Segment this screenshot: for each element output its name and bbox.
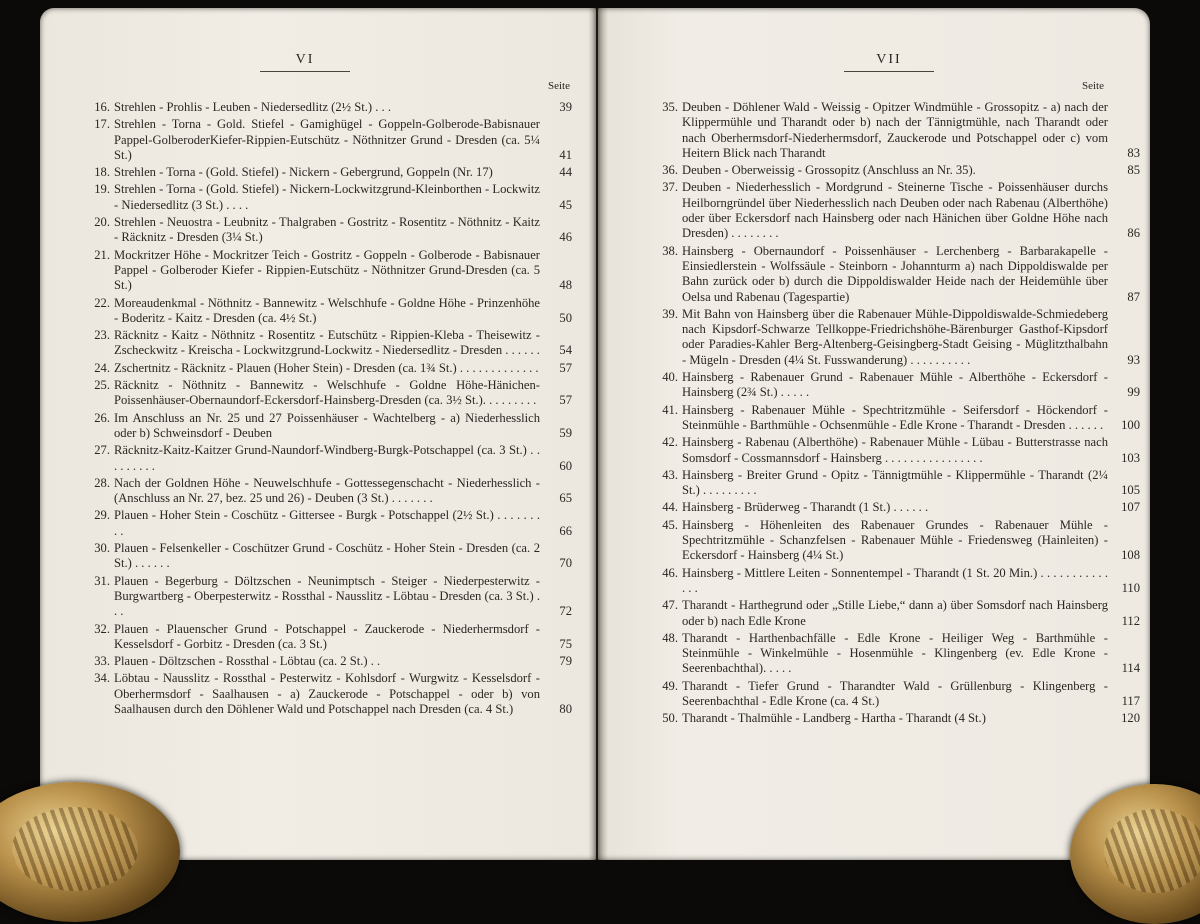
page-number-rule xyxy=(844,71,934,72)
toc-entry-number: 25. xyxy=(94,378,110,393)
toc-entry-text: Strehlen - Torna - (Gold. Stiefel) - Nickern - Gebergrund, Goppeln (Nr. 17) xyxy=(114,165,493,180)
toc-entry xyxy=(86,248,572,294)
toc-entry xyxy=(654,711,1140,726)
toc-entry xyxy=(654,468,1140,499)
toc-entry-text: Im Anschluss an Nr. 25 und 27 Poissenhäuser - Wachtelberg - a) Niederhesslich oder b) Schweinsdorf - Deuben xyxy=(114,410,540,440)
toc-entry-page: 59 xyxy=(559,425,572,440)
toc-entry-number: 20. xyxy=(94,215,110,230)
toc-entry xyxy=(86,476,572,507)
toc-entry-page: 93 xyxy=(1127,352,1140,367)
toc-entry-page: 41 xyxy=(559,147,572,162)
toc-entry-number: 29. xyxy=(94,508,110,523)
toc-entry-text: Strehlen - Prohlis - Leuben - Niedersedlitz (2½ St.) . . . xyxy=(114,100,392,114)
toc-entry-page: 85 xyxy=(1127,163,1140,178)
toc-entry xyxy=(86,654,572,669)
toc-entry-page: 46 xyxy=(559,230,572,245)
toc-entry-number: 41. xyxy=(662,402,678,417)
toc-entry xyxy=(86,182,572,213)
toc-entry-page: 50 xyxy=(559,310,572,325)
toc-entry-page: 44 xyxy=(559,165,572,180)
toc-entry-text: Hainsberg - Mittlere Leiten - Sonnentempel - Tharandt (1 St. 20 Min.) . . . . . . . . . . . . . . xyxy=(682,565,1108,595)
toc-entry xyxy=(654,403,1140,434)
toc-entry xyxy=(86,541,572,572)
toc-entry-text: Tharandt - Tiefer Grund - Tharandter Wald - Grüllenburg - Klingenberg - Seerenbachthal - Edle Krone (ca. 4 St.) xyxy=(682,678,1108,708)
toc-entry-number: 21. xyxy=(94,247,110,262)
toc-entry-text: Plauen - Döltzschen - Rossthal - Löbtau (ca. 2 St.) . . xyxy=(114,654,381,669)
toc-entry-number: 22. xyxy=(94,295,110,310)
toc-entry-text: Plauen - Begerburg - Döltzschen - Neunimptsch - Steiger - Niederpesterwitz - Burgwartberg - Oberpesterwitz - Rossthal - Nausslitz - Löbtau - Dresden (ca. 3 St.) . . . xyxy=(114,573,540,619)
toc-entry-page: 57 xyxy=(559,360,572,375)
toc-entry-text: Hainsberg - Breiter Grund - Opitz - Tännigtmühle - Klippermühle - Tharandt (2¼ St.) . . . . . . . . . xyxy=(682,467,1108,498)
toc-entry xyxy=(654,370,1140,401)
toc-entry-page: 45 xyxy=(559,197,572,212)
toc-list-right xyxy=(654,100,1140,729)
toc-entry-page: 108 xyxy=(1121,548,1140,563)
toc-entry-number: 50. xyxy=(662,711,678,726)
toc-entry xyxy=(654,180,1140,241)
toc-entry-page: 105 xyxy=(1121,483,1140,498)
toc-entry-number: 35. xyxy=(662,100,678,114)
toc-entry xyxy=(654,518,1140,564)
toc-entry-text: Zschertnitz - Räcknitz - Plauen (Hoher Stein) - Dresden (ca. 1¾ St.) . . . . . . . . . . . . . xyxy=(114,360,539,375)
toc-entry xyxy=(86,100,572,115)
toc-entry-number: 39. xyxy=(662,306,678,321)
toc-entry-text: Plauen - Plauenscher Grund - Potschappel - Zauckerode - Niederhermsdorf - Kesselsdorf - Gorbitz - Dresden (ca. 3 St.) xyxy=(114,621,540,651)
toc-entry-text: Deuben - Niederhesslich - Mordgrund - Steinerne Tische - Poissenhäuser durchs Heilborngründel über Niederhesslich nach Deuben oder nach Rabenau (Alberthöhe) oder über Eckersdorf nach Hainsberg oder nach Hänichen über Goldne Höhe nach Dresden) . . . . . . . . xyxy=(682,180,1108,241)
toc-entry-number: 23. xyxy=(94,328,110,343)
toc-entry xyxy=(86,296,572,327)
open-book xyxy=(40,8,1150,860)
toc-entry-text: Moreaudenkmal - Nöthnitz - Bannewitz - Welschhufe - Goldne Höhe - Prinzenhöhe - Boderitz - Kaitz - Dresden (ca. 4½ St.) xyxy=(114,295,540,325)
toc-entry-page: 39 xyxy=(559,100,572,114)
toc-entry-number: 24. xyxy=(94,360,110,375)
toc-entry xyxy=(86,411,572,442)
toc-entry-text: Nach der Goldnen Höhe - Neuwelschhufe - Gottessegenschacht - Niederhesslich - (Anschluss an Nr. 27, bez. 25 und 26) - Deuben (3 St.) . . . . . . . xyxy=(114,475,540,506)
toc-entry-number: 16. xyxy=(94,100,110,114)
toc-entry-text: Tharandt - Harthegrund oder „Stille Liebe,“ dann a) über Somsdorf nach Hainsberg oder b) nach Edle Krone xyxy=(682,598,1108,628)
toc-entry-number: 37. xyxy=(662,180,678,195)
toc-entry xyxy=(654,500,1140,515)
toc-entry-page: 48 xyxy=(559,278,572,293)
toc-entry-page: 120 xyxy=(1121,711,1140,726)
page-number-left xyxy=(260,52,350,72)
toc-entry-page: 99 xyxy=(1127,385,1140,400)
toc-entry xyxy=(86,622,572,653)
toc-entry xyxy=(654,163,1140,178)
toc-entry-number: 18. xyxy=(94,165,110,180)
toc-entry xyxy=(86,378,572,409)
toc-entry xyxy=(86,165,572,180)
toc-entry-page: 103 xyxy=(1121,450,1140,465)
toc-entry-number: 36. xyxy=(662,163,678,178)
toc-entry-text: Deuben - Döhlener Wald - Weissig - Opitzer Windmühle - Grossopitz - a) nach der Klippermühle und Tharandt oder b) nach der Tännigtmühle, nach Tharandt oder nach Oberhermsdorf-Niederhermsdorf, Zauckerode und Potschappel oder c) vom Heitern Blick nach Tharandt xyxy=(682,100,1108,160)
toc-entry-text: Hainsberg - Rabenauer Mühle - Spechtritzmühle - Seifersdorf - Höckendorf - Steinmühle - Barthmühle - Ochsenmühle - Edle Krone - Tharandt - Dresden . . . . . . xyxy=(682,402,1108,432)
toc-entry-text: Räcknitz - Kaitz - Nöthnitz - Rosentitz - Eutschütz - Rippien-Kleba - Theisewitz - Zscheckwitz - Kreischa - Lockwitzgrund-Lockwitz - Niedersedlitz - Dresden . . . . . . xyxy=(114,328,540,358)
toc-entry-number: 38. xyxy=(662,243,678,258)
toc-entry-text: Räcknitz - Nöthnitz - Bannewitz - Welschhufe - Goldne Höhe-Hänichen-Poissenhäuser-Obernaundorf-Eckersdorf-Hainsberg-Dresden (ca. 3½ St.). . . . . . . . . xyxy=(114,378,540,408)
toc-entry-text: Tharandt - Harthenbachfälle - Edle Krone - Heiliger Weg - Barthmühle - Steinmühle - Winkelmühle - Hosenmühle - Klingenberg (ev. Edle Krone - Seerenbachthal). . . . . xyxy=(682,630,1108,676)
toc-entry-number: 45. xyxy=(662,517,678,532)
toc-entry-page: 80 xyxy=(559,701,572,716)
toc-entry xyxy=(654,100,1140,161)
toc-entry-text: Deuben - Oberweissig - Grossopitz (Anschluss an Nr. 35). xyxy=(682,163,976,178)
toc-entry-number: 19. xyxy=(94,182,110,197)
toc-entry-number: 40. xyxy=(662,370,678,385)
toc-entry-page: 70 xyxy=(559,556,572,571)
toc-entry-text: Hainsberg - Brüderweg - Tharandt (1 St.) . . . . . . xyxy=(682,500,929,515)
toc-entry xyxy=(86,508,572,539)
toc-entry-page: 54 xyxy=(559,343,572,358)
toc-entry-number: 42. xyxy=(662,435,678,450)
toc-entry-number: 30. xyxy=(94,541,110,556)
toc-entry-text: Hainsberg - Obernaundorf - Poissenhäuser - Lerchenberg - Barbarakapelle - Einsiedlerstein - Wolfssäule - Steinborn - Johannturm a) nach Dippoldiswalde per Bahn zurück oder b) durch die Dippoldiswalder Heide nach der Heidemühle über Oelsa und Rabenau (Tagespartie) xyxy=(682,243,1108,304)
toc-entry-page: 60 xyxy=(559,458,572,473)
toc-entry-text: Strehlen - Neuostra - Leubnitz - Thalgraben - Gostritz - Rosentitz - Nöthnitz - Kaitz - Räcknitz - Dresden (3¼ St.) xyxy=(114,215,540,245)
toc-entry xyxy=(654,435,1140,466)
toc-entry-page: 83 xyxy=(1127,145,1140,160)
toc-entry xyxy=(654,566,1140,597)
toc-entry-page: 114 xyxy=(1121,661,1140,676)
toc-entry-text: Räcknitz-Kaitz-Kaitzer Grund-Naundorf-Windberg-Burgk-Potschappel (ca. 3 St.) . . . . . . . . . xyxy=(114,443,540,473)
toc-entry-page: 79 xyxy=(559,654,572,669)
toc-entry xyxy=(654,631,1140,677)
page-number-right xyxy=(844,52,934,72)
book-gutter xyxy=(588,8,608,860)
toc-entry-text: Mit Bahn von Hainsberg über die Rabenauer Mühle-Dippoldiswalde-Schmiedeberg nach Kipsdorf-Schwarze Tellkoppe-Friedrichshöhe-Bärenburger Gasthof-Kipsdorf oder Paradies-Kahler Berg-Altenberg-Geisingberg-Stadt Geising - Müglitzthalbahn - Mügeln - Dresden (4¼ St. Fusswanderung) . . . . . . . . . . xyxy=(682,306,1108,367)
toc-entry xyxy=(86,215,572,246)
left-page xyxy=(40,8,596,860)
toc-entry-text: Strehlen - Torna - (Gold. Stiefel) - Nickern-Lockwitzgrund-Kleinborthen - Lockwitz - Niedersedlitz (3 St.) . . . . xyxy=(114,182,540,212)
toc-entry-number: 46. xyxy=(662,565,678,580)
toc-entry xyxy=(654,244,1140,305)
toc-entry-number: 49. xyxy=(662,678,678,693)
toc-entry-page: 75 xyxy=(559,636,572,651)
toc-entry-page: 117 xyxy=(1121,693,1140,708)
page-number-label: VII xyxy=(876,52,902,67)
toc-entry-number: 27. xyxy=(94,443,110,458)
toc-entry xyxy=(86,671,572,717)
toc-entry-page: 107 xyxy=(1121,500,1140,515)
toc-entry-page: 87 xyxy=(1127,289,1140,304)
toc-entry-page: 86 xyxy=(1127,226,1140,241)
toc-entry-page: 110 xyxy=(1121,580,1140,595)
toc-entry xyxy=(86,117,572,163)
toc-entry xyxy=(86,574,572,620)
toc-entry-number: 17. xyxy=(94,117,110,132)
toc-entry-text: Mockritzer Höhe - Mockritzer Teich - Gostritz - Goppeln - Golberode - Babisnauer Pappel - Golberoder Kiefer - Rippien-Eutschütz - Nöthnitzer Grund-Dresden (ca. 5 St.) xyxy=(114,247,540,293)
toc-entry xyxy=(86,361,572,376)
toc-entry-number: 33. xyxy=(94,654,110,669)
toc-entry-page: 72 xyxy=(559,604,572,619)
toc-entry-page: 100 xyxy=(1121,417,1140,432)
toc-entry-number: 48. xyxy=(662,630,678,645)
toc-entry-page: 57 xyxy=(559,393,572,408)
toc-entry-page: 112 xyxy=(1121,613,1140,628)
toc-list-left xyxy=(86,100,572,719)
toc-entry-number: 47. xyxy=(662,598,678,613)
toc-entry-page: 66 xyxy=(559,523,572,538)
toc-entry xyxy=(86,443,572,474)
toc-entry-number: 43. xyxy=(662,467,678,482)
toc-entry-number: 26. xyxy=(94,410,110,425)
toc-entry xyxy=(654,679,1140,710)
toc-entry xyxy=(654,307,1140,368)
toc-entry-text: Löbtau - Nausslitz - Rossthal - Pesterwitz - Kohlsdorf - Wurgwitz - Kesselsdorf - Oberhermsdorf - Saalhausen - a) Zauckerode - Potschappel - oder b) von Saalhausen durch den Döhlener Wald und Potschappel nach Dresden (ca. 4 St.) xyxy=(114,671,540,716)
toc-entry-text: Hainsberg - Rabenau (Alberthöhe) - Rabenauer Mühle - Lübau - Butterstrasse nach Somsdorf - Cossmannsdorf - Hainsberg . . . . . . . . . . . . . . . . xyxy=(682,435,1108,465)
seite-label-right: Seite xyxy=(1082,80,1104,92)
toc-entry-text: Hainsberg - Rabenauer Grund - Rabenauer Mühle - Alberthöhe - Eckersdorf - Hainsberg (2¾ St.) . . . . . xyxy=(682,370,1108,400)
toc-entry xyxy=(86,328,572,359)
toc-entry-text: Tharandt - Thalmühle - Landberg - Hartha - Tharandt (4 St.) xyxy=(682,711,986,726)
toc-entry-number: 31. xyxy=(94,573,110,588)
right-page xyxy=(598,8,1150,860)
toc-entry-number: 44. xyxy=(662,500,678,515)
toc-entry-text: Hainsberg - Höhenleiten des Rabenauer Grundes - Rabenauer Mühle - Spechtritzmühle - Schanzfelsen - Rabenauer Mühle - Friedensweg (Hainleiten) - Eckersdorf - Hainsberg (4¼ St.) xyxy=(682,517,1108,563)
toc-entry-text: Plauen - Felsenkeller - Coschützer Grund - Coschütz - Hoher Stein - Dresden (ca. 2 St.) . . . . . . xyxy=(114,541,540,571)
toc-entry-number: 32. xyxy=(94,621,110,636)
toc-entry-page: 65 xyxy=(559,491,572,506)
toc-entry xyxy=(654,598,1140,629)
toc-entry-number: 28. xyxy=(94,475,110,490)
page-number-rule xyxy=(260,71,350,72)
toc-entry-number: 34. xyxy=(94,671,110,686)
toc-entry-text: Strehlen - Torna - Gold. Stiefel - Gamighügel - Goppeln-Golberode-Babisnauer Pappel-GolberoderKiefer-Rippien-Eutschütz - Nöthnitzer Grund - Dresden (ca. 5¼ St.) xyxy=(114,117,540,162)
page-number-label: VI xyxy=(295,52,315,67)
seite-label-left: Seite xyxy=(548,80,570,92)
toc-entry-text: Plauen - Hoher Stein - Coschütz - Gittersee - Burgk - Potschappel (2½ St.) . . . . . . . . . xyxy=(114,508,540,538)
